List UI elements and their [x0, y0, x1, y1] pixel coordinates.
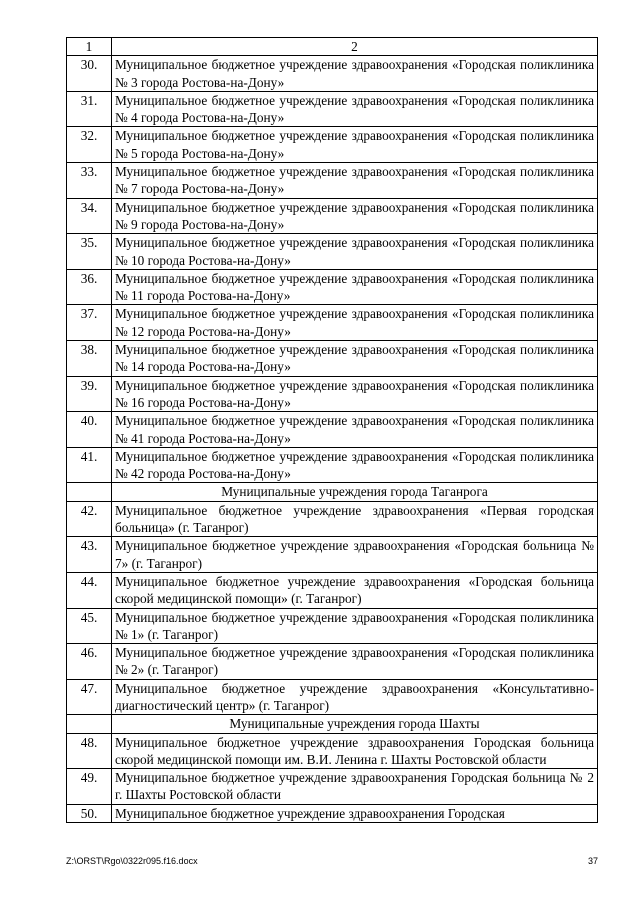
table-row: [67, 91, 598, 127]
table-row: [67, 644, 598, 680]
row-number: 37.: [67, 305, 112, 341]
table-row: [67, 733, 598, 769]
row-number: 42.: [67, 501, 112, 537]
institution-name: Муниципальное бюджетное учреждение здравоохранения «Городская поликлиника № 2» (г. Таганрог): [112, 644, 598, 680]
header-col-2: 2: [112, 38, 598, 56]
header-col-1: 1: [67, 38, 112, 56]
institution-name: Муниципальное бюджетное учреждение здравоохранения «Городская поликлиника № 10 города Ростова-на-Дону»: [112, 234, 598, 270]
institution-name: Муниципальное бюджетное учреждение здравоохранения «Городская поликлиника № 4 города Ростова-на-Дону»: [112, 91, 598, 127]
footer-file-path: Z:\ORST\Rgo\0322r095.f16.docx: [66, 856, 198, 866]
institution-name: Муниципальное бюджетное учреждение здравоохранения «Городская поликлиника № 7 города Ростова-на-Дону»: [112, 163, 598, 199]
table-row: [67, 269, 598, 305]
row-number: 45.: [67, 608, 112, 644]
table-row: [67, 804, 598, 822]
institution-name: Муниципальное бюджетное учреждение здравоохранения «Городская больница № 7» (г. Таганрог): [112, 537, 598, 573]
row-number: 43.: [67, 537, 112, 573]
table-row: [67, 608, 598, 644]
table-row: [67, 572, 598, 608]
section-heading-row: [67, 483, 598, 501]
institution-name: Муниципальное бюджетное учреждение здравоохранения «Городская поликлиника № 41 города Ростова-на-Дону»: [112, 412, 598, 448]
institution-name: Муниципальное бюджетное учреждение здравоохранения Городская больница скорой медицинской помощи им. В.И. Ленина г. Шахты Ростовской области: [112, 733, 598, 769]
table-row: [67, 501, 598, 537]
section-heading-row: [67, 715, 598, 733]
row-number: 31.: [67, 91, 112, 127]
row-number: 38.: [67, 341, 112, 377]
row-number: 46.: [67, 644, 112, 680]
table-header-row: [67, 38, 598, 56]
institution-name: Муниципальное бюджетное учреждение здравоохранения «Городская поликлиника № 5 города Ростова-на-Дону»: [112, 127, 598, 163]
row-number: 34.: [67, 198, 112, 234]
section-title: Муниципальные учреждения города Шахты: [112, 715, 598, 733]
row-number: 32.: [67, 127, 112, 163]
table-row: [67, 198, 598, 234]
footer-page-number: 37: [587, 856, 598, 866]
table-row: [67, 412, 598, 448]
table-row: [67, 447, 598, 483]
table-row: [67, 341, 598, 377]
row-number: 48.: [67, 733, 112, 769]
row-number: 44.: [67, 572, 112, 608]
row-number: 50.: [67, 804, 112, 822]
table-row: [67, 56, 598, 92]
row-number: 47.: [67, 679, 112, 715]
row-number: 39.: [67, 376, 112, 412]
institution-name: Муниципальное бюджетное учреждение здравоохранения «Городская поликлиника № 11 города Ростова-на-Дону»: [112, 269, 598, 305]
section-number-cell: [67, 715, 112, 733]
row-number: 35.: [67, 234, 112, 270]
row-number: 40.: [67, 412, 112, 448]
table-body: [67, 38, 598, 823]
table-row: [67, 376, 598, 412]
institution-name: Муниципальное бюджетное учреждение здравоохранения Городская: [112, 804, 598, 822]
institution-name: Муниципальное бюджетное учреждение здравоохранения «Первая городская больница» (г. Таганрог): [112, 501, 598, 537]
institution-name: Муниципальное бюджетное учреждение здравоохранения «Городская поликлиника № 12 города Ростова-на-Дону»: [112, 305, 598, 341]
institution-name: Муниципальное бюджетное учреждение здравоохранения «Городская поликлиника № 1» (г. Таганрог): [112, 608, 598, 644]
table-row: [67, 537, 598, 573]
table-row: [67, 234, 598, 270]
institution-name: Муниципальное бюджетное учреждение здравоохранения «Городская поликлиника № 16 города Ростова-на-Дону»: [112, 376, 598, 412]
institution-name: Муниципальное бюджетное учреждение здравоохранения «Городская поликлиника № 3 города Ростова-на-Дону»: [112, 56, 598, 92]
table-row: [67, 163, 598, 199]
row-number: 49.: [67, 769, 112, 805]
row-number: 41.: [67, 447, 112, 483]
institution-name: Муниципальное бюджетное учреждение здравоохранения «Городская поликлиника № 14 города Ростова-на-Дону»: [112, 341, 598, 377]
institution-name: Муниципальное бюджетное учреждение здравоохранения «Городская больница скорой медицинской помощи» (г. Таганрог): [112, 572, 598, 608]
table-row: [67, 305, 598, 341]
row-number: 30.: [67, 56, 112, 92]
table-row: [67, 769, 598, 805]
row-number: 36.: [67, 269, 112, 305]
table-row: [67, 679, 598, 715]
section-title: Муниципальные учреждения города Таганрога: [112, 483, 598, 501]
section-number-cell: [67, 483, 112, 501]
table-row: [67, 127, 598, 163]
institution-name: Муниципальное бюджетное учреждение здравоохранения «Городская поликлиника № 9 города Ростова-на-Дону»: [112, 198, 598, 234]
institution-name: Муниципальное бюджетное учреждение здравоохранения «Консультативно-диагностический центр» (г. Таганрог): [112, 679, 598, 715]
row-number: 33.: [67, 163, 112, 199]
institution-name: Муниципальное бюджетное учреждение здравоохранения «Городская поликлиника № 42 города Ростова-на-Дону»: [112, 447, 598, 483]
institution-name: Муниципальное бюджетное учреждение здравоохранения Городская больница № 2 г. Шахты Ростовской области: [112, 769, 598, 805]
institutions-table: [66, 37, 598, 823]
